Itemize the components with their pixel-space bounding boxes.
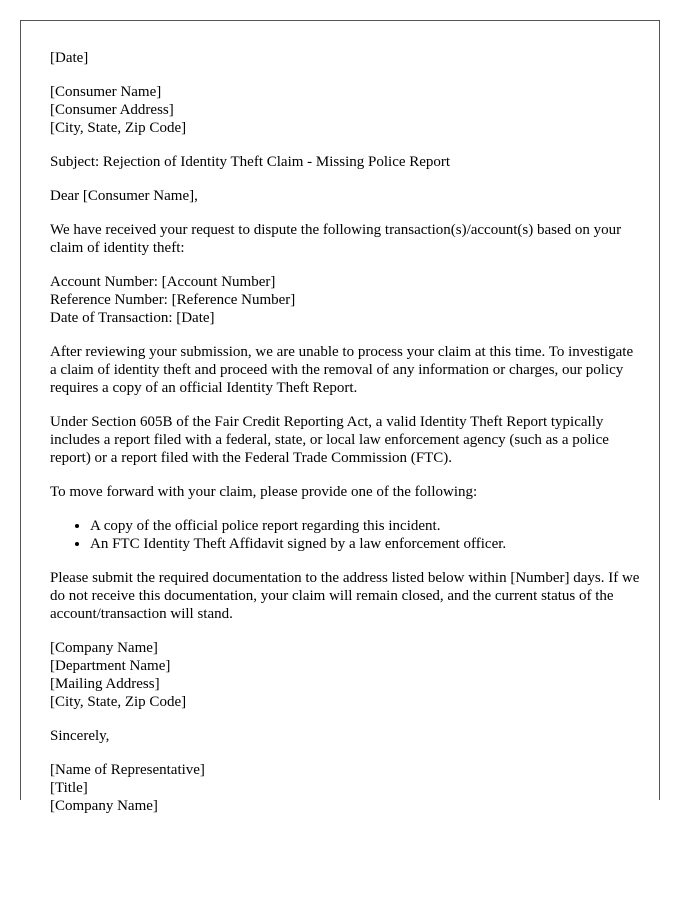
list-item: • An FTC Identity Theft Affidavit signed by a law enforcement officer.	[90, 535, 640, 553]
account-details	[50, 273, 640, 327]
recipient-block	[50, 83, 640, 137]
review-paragraph: After reviewing your submission, we are unable to process your claim at this time. To investigate a claim of identity theft and proceed with the removal of any information or charges, our policy requires a copy of an official Identity Theft Report.	[50, 344, 634, 396]
intro-paragraph: We have received your request to dispute the following transaction(s)/account(s) based on your claim of identity theft:	[50, 222, 622, 256]
letter-salutation: Dear [Consumer Name],	[50, 188, 198, 204]
signature-block	[50, 761, 640, 815]
signature-company: [Company Name]	[50, 798, 158, 814]
sender-block	[50, 639, 640, 711]
account-number: Account Number: [Account Number]	[50, 274, 276, 290]
reference-number: Reference Number: [Reference Number]	[50, 292, 296, 308]
signature-name: [Name of Representative]	[50, 762, 205, 778]
options-list	[50, 517, 640, 553]
signature-title: [Title]	[50, 780, 88, 796]
recipient-name: [Consumer Name]	[50, 84, 162, 100]
submit-paragraph: Please submit the required documentation to the address listed below within [Number] days. If we do not receive this documentation, your claim will remain closed, and the current status of the account/transaction will stand.	[50, 570, 640, 622]
letter-subject: Subject: Rejection of Identity Theft Claim - Missing Police Report	[50, 154, 451, 170]
sender-city-state-zip: [City, State, Zip Code]	[50, 694, 187, 710]
sender-department: [Department Name]	[50, 658, 171, 674]
letter-closing: Sincerely,	[50, 728, 110, 744]
date-of-transaction: Date of Transaction: [Date]	[50, 310, 215, 326]
law-paragraph: Under Section 605B of the Fair Credit Reporting Act, a valid Identity Theft Report typically includes a report filed with a federal, state, or local law enforcement agency (such as a police report) or a report filed with the Federal Trade Commission (FTC).	[50, 414, 609, 466]
recipient-city-state-zip: [City, State, Zip Code]	[50, 120, 187, 136]
sender-company: [Company Name]	[50, 640, 158, 656]
list-item: • A copy of the official police report regarding this incident.	[90, 517, 640, 535]
sender-mailing-address: [Mailing Address]	[50, 676, 160, 692]
options-paragraph: To move forward with your claim, please provide one of the following:	[50, 484, 478, 500]
letter-body	[50, 49, 640, 831]
letter-date: [Date]	[50, 50, 89, 66]
recipient-address: [Consumer Address]	[50, 102, 174, 118]
letter-page	[20, 20, 660, 814]
